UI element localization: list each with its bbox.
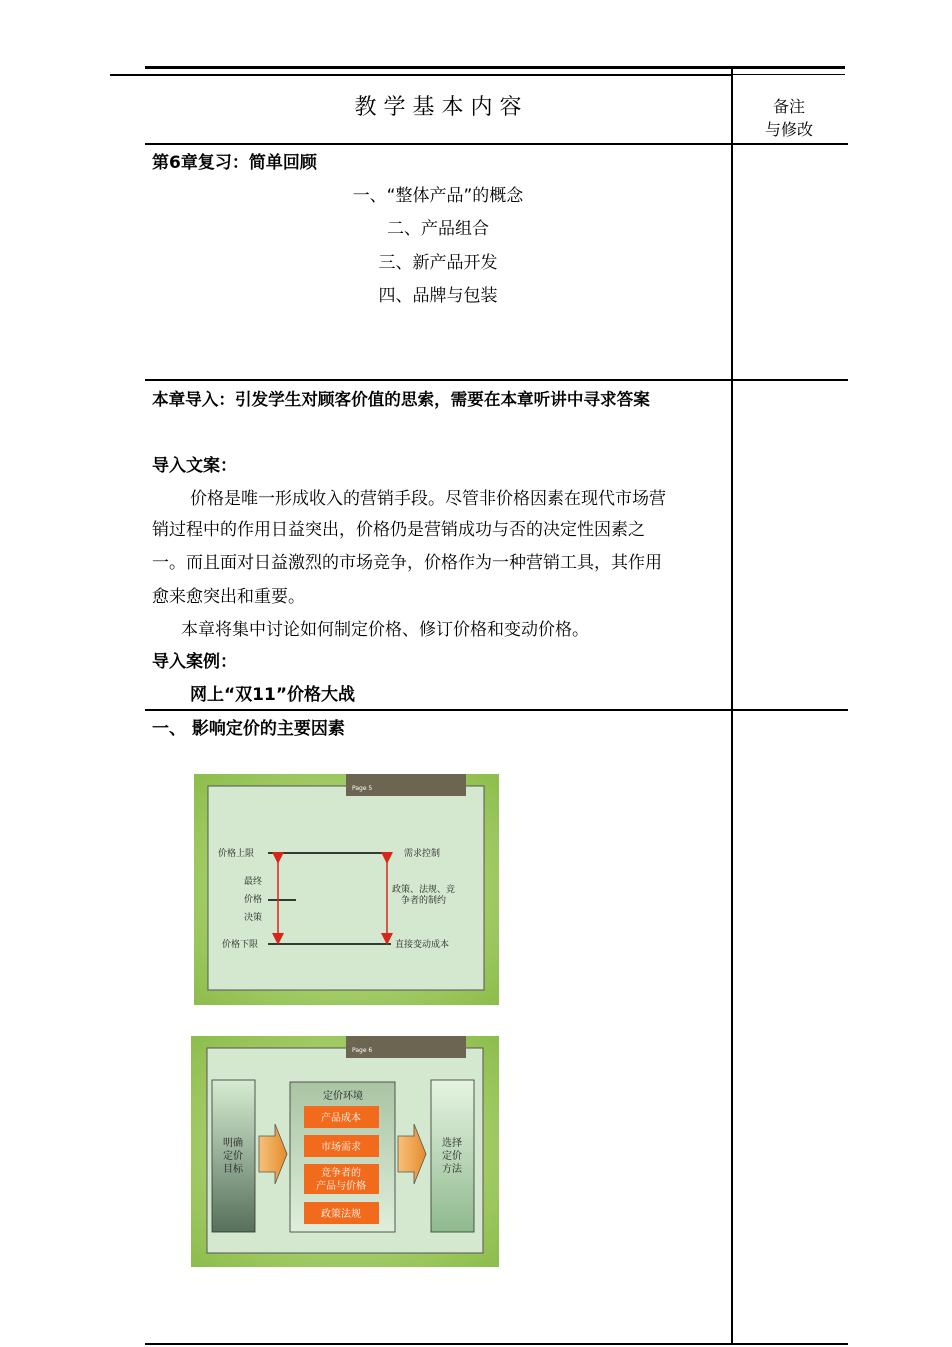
objective-label: 定价 [223,1151,243,1162]
pricing-environment-slide [191,1036,499,1267]
lower-limit-label: 价格下限 [222,940,259,950]
review-item: 三、新产品开发 [378,253,498,273]
top-rule-short [110,74,732,76]
intro-paragraph-line: 销过程中的作用日益突出，价格仍是营销成功与否的决定性因素之 [152,520,645,540]
method-label: 选择 [442,1138,462,1149]
review-heading: 第6章复习：简单回顾 [152,153,317,173]
intro-paragraph-line: 愈来愈突出和重要。 [152,587,305,607]
env-item-label: 产品与价格 [316,1181,366,1192]
method-label: 方法 [442,1164,462,1175]
env-item-label: 竞争者的 [321,1168,361,1179]
review-item: 四、品牌与包装 [378,286,498,306]
env-item-label: 政策法规 [321,1209,361,1220]
objective-label: 目标 [223,1164,243,1175]
final-price-label: 价格 [244,895,263,905]
direct-cost-label: 直接变动成本 [395,940,450,950]
pricing-factors-heading: 一、 影响定价的主要因素 [152,719,345,739]
page-label: Page 5 [352,785,373,792]
page-title: 教 学 基 本 内 容 [354,95,522,120]
remark-header-line2: 与修改 [764,120,813,139]
intro-label: 导入文案： [152,456,237,476]
constraint-label: 政策、法规、竞 [392,885,456,895]
intro-paragraph-line: 一。而且面对日益激烈的市场竞争，价格作为一种营销工具，其作用 [152,553,662,573]
case-label: 导入案例： [152,652,237,672]
env-item-label: 市场需求 [321,1142,361,1153]
review-item: 二、产品组合 [387,219,489,239]
row-rule-3 [145,709,848,711]
upper-limit-label: 价格上限 [218,849,255,859]
row-rule-2 [145,379,848,381]
review-item: 一、“整体产品”的概念 [352,186,524,206]
constraint-label: 争者的制约 [401,896,447,906]
bottom-rule [145,1343,848,1345]
page-label: Page 6 [352,1047,373,1054]
chapter-intro-heading: 本章导入：引发学生对顾客价值的思索，需要在本章听讲中寻求答案 [152,390,650,409]
environment-title: 定价环境 [323,1091,363,1102]
final-price-label: 最终 [244,877,263,887]
demand-control-label: 需求控制 [404,849,441,859]
objective-label: 明确 [223,1138,243,1149]
top-rule [145,66,845,69]
remark-header-line1: 备注 [772,97,805,116]
top-rule-right [733,74,845,75]
intro-paragraph-line: 价格是唯一形成收入的营销手段。尽管非价格因素在现代市场营 [190,489,666,509]
intro-paragraph-2: 本章将集中讨论如何制定价格、修订价格和变动价格。 [181,620,589,640]
pricing-range-slide [194,774,499,1005]
case-title: 网上“双11”价格大战 [190,685,356,705]
column-divider [731,66,733,1345]
row-rule-1 [145,143,848,145]
method-label: 定价 [442,1151,462,1162]
env-item-label: 产品成本 [321,1113,361,1124]
final-price-label: 决策 [244,913,263,923]
